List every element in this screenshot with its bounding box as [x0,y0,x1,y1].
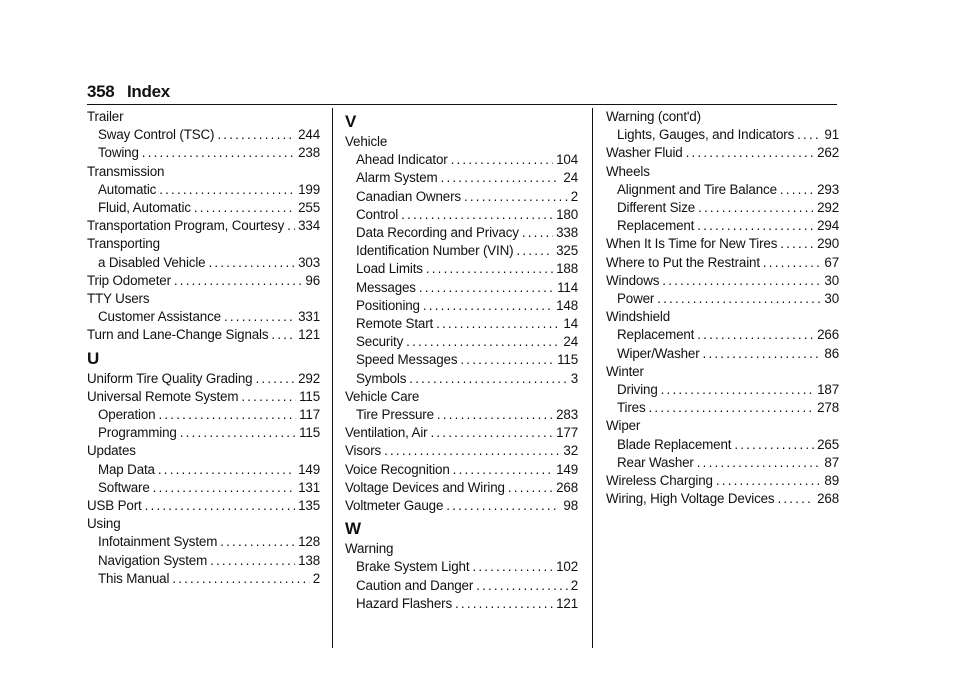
index-letter: V [345,112,357,131]
dot-leader [662,272,821,290]
entry-label: Visors [345,443,382,459]
dot-leader [423,297,553,315]
entry-label: a Disabled Vehicle [98,254,206,270]
page-reference: 292 [298,370,320,386]
page-reference: 30 [824,272,839,288]
page-reference: 131 [298,479,320,495]
page-reference: 24 [563,170,578,186]
dot-leader [271,326,295,344]
entry-label: Driving [617,382,658,398]
entry-label: Sway Control (TSC) [98,127,215,143]
page-reference: 188 [556,261,578,277]
page-reference: 303 [298,254,320,270]
page-reference: 138 [298,552,320,568]
column-divider [592,108,593,648]
page-reference: 149 [556,461,578,477]
index-subentry [345,169,578,187]
index-subentry [606,381,839,399]
page-reference: 294 [817,218,839,234]
index-heading: Vehicle [345,134,388,149]
page-reference: 292 [817,200,839,216]
entry-label: Remote Start [356,316,434,332]
page-reference: 128 [298,534,320,550]
entry-label: Ventilation, Air [345,425,428,441]
page-reference: 14 [563,316,578,332]
dot-leader [716,472,822,490]
index-subentry [87,533,320,551]
entry-label: Wireless Charging [606,473,713,489]
index-heading: Wiper [606,418,641,434]
page-number: 358 [87,82,115,101]
index-subentry [87,126,320,144]
index-subentry [345,558,578,576]
entry-label: When It Is Time for New Tires [606,236,778,252]
dot-leader [522,224,553,242]
dot-leader [698,199,814,217]
entry-label: Voltmeter Gauge [345,498,444,514]
page-reference: 121 [556,595,578,611]
index-subentry [606,181,839,199]
dot-leader [697,217,814,235]
index-subentry [345,297,578,315]
page-reference: 265 [817,436,839,452]
page-reference: 283 [556,407,578,423]
dot-leader [455,595,553,613]
index-subentry [345,206,578,224]
index-column-1 [87,108,320,588]
page-reference: 199 [298,181,320,197]
page-reference: 325 [556,243,578,259]
index-subentry [87,406,320,424]
entry-label: Ahead Indicator [356,152,448,168]
index-subentry [87,479,320,497]
index-entry [606,254,839,272]
page-reference: 115 [299,425,320,441]
entry-label: Power [617,291,655,307]
dot-leader [419,279,554,297]
page-reference: 180 [556,206,578,222]
entry-label: Speed Messages [356,352,458,368]
entry-label: Hazard Flashers [356,595,452,611]
entry-label: This Manual [98,570,170,586]
dot-leader [763,254,822,272]
index-entry [606,490,839,508]
index-subentry [87,461,320,479]
index-entry [345,479,578,497]
page-reference: 2 [312,570,320,586]
dot-leader [172,570,309,588]
page-reference: 89 [824,473,839,489]
page-reference: 87 [824,454,839,470]
page-reference: 331 [298,309,320,325]
page-reference: 135 [298,498,320,514]
dot-leader [220,533,295,551]
page-reference: 262 [817,145,839,161]
index-heading: Using [87,516,121,532]
index-subentry [87,552,320,570]
index-heading: Trailer [87,109,124,124]
page-reference: 187 [817,382,839,398]
dot-leader [426,260,553,278]
page-reference: 115 [299,388,320,404]
index-subentry [345,333,578,351]
dot-leader [441,169,561,187]
dot-leader [464,188,568,206]
index-subentry [606,326,839,344]
page-reference: 149 [298,461,320,477]
dot-leader [210,552,295,570]
entry-label: Voice Recognition [345,461,450,477]
dot-leader [437,406,553,424]
dot-leader [409,370,567,388]
dot-leader [145,497,295,515]
dot-leader [451,151,554,169]
dot-leader [460,351,554,369]
index-entry [345,442,578,460]
index-heading: Transmission [87,163,165,179]
index-entry [345,461,578,479]
entry-label: Blade Replacement [617,436,732,452]
dot-leader [174,272,303,290]
dot-leader [649,399,815,417]
index-subentry [87,144,320,162]
index-entry [87,326,320,344]
dot-leader [697,326,814,344]
index-subentry [345,577,578,595]
index-subentry [87,424,320,442]
index-subentry [345,370,578,388]
dot-leader [686,144,815,162]
dot-leader [472,558,553,576]
index-subentry [345,242,578,260]
entry-label: USB Port [87,498,142,514]
page-reference: 293 [817,181,839,197]
page-reference: 244 [298,127,320,143]
entry-label: Uniform Tire Quality Grading [87,370,253,386]
index-subentry [345,351,578,369]
dot-leader [436,315,560,333]
entry-label: Identification Number (VIN) [356,243,514,259]
dot-leader [287,217,295,235]
entry-label: Alarm System [356,170,438,186]
dot-leader [780,181,814,199]
entry-label: Universal Remote System [87,388,239,404]
dot-leader [208,254,295,272]
entry-label: Replacement [617,218,695,234]
page-reference: 121 [298,327,320,343]
dot-leader [401,206,553,224]
dot-leader [734,436,814,454]
dot-leader [241,388,296,406]
dot-leader [703,345,822,363]
dot-leader [508,479,553,497]
index-subentry [606,436,839,454]
dot-leader [153,479,295,497]
entry-label: Tires [617,400,646,416]
entry-label: Turn and Lane-Change Signals [87,327,269,343]
entry-label: Washer Fluid [606,145,683,161]
entry-label: Windows [606,272,660,288]
page-reference: 2 [570,188,578,204]
index-entry [606,472,839,490]
entry-label: Programming [98,425,177,441]
entry-label: Load Limits [356,261,423,277]
dot-leader [194,199,295,217]
index-heading: Wheels [606,163,650,179]
entry-label: Canadian Owners [356,188,461,204]
entry-label: Towing [98,145,139,161]
index-subentry [345,151,578,169]
dot-leader [430,424,553,442]
column-divider [332,108,333,648]
page-reference: 334 [298,218,320,234]
index-subentry [345,260,578,278]
page-reference: 148 [556,297,578,313]
entry-label: Software [98,479,150,495]
index-subentry [345,315,578,333]
page-reference: 86 [824,345,839,361]
dot-leader [453,461,553,479]
dot-leader [797,126,821,144]
page-reference: 98 [563,498,578,514]
index-subentry [87,308,320,326]
index-subentry [606,290,839,308]
page-reference: 102 [556,559,578,575]
index-subentry [345,279,578,297]
page-reference: 278 [817,400,839,416]
page-reference: 67 [824,254,839,270]
entry-label: Navigation System [98,552,208,568]
entry-label: Different Size [617,200,696,216]
index-subentry [606,199,839,217]
index-entry [345,424,578,442]
index-subentry [345,406,578,424]
index-subentry [345,224,578,242]
entry-label: Map Data [98,461,155,477]
entry-label: Control [356,206,399,222]
index-heading: Vehicle Care [345,388,420,404]
index-subentry [87,181,320,199]
page-title: Index [127,82,170,101]
entry-label: Positioning [356,297,420,313]
index-entry [87,272,320,290]
page-reference: 117 [299,407,320,423]
dot-leader [255,370,295,388]
index-heading: Warning [345,541,394,557]
entry-label: Tire Pressure [356,407,434,423]
index-subentry [606,454,839,472]
page-reference: 32 [563,443,578,459]
index-heading: TTY Users [87,291,150,307]
index-column-3 [606,108,839,508]
dot-leader [217,126,295,144]
index-entry [606,144,839,162]
page-reference: 91 [824,127,839,143]
page-reference: 24 [563,334,578,350]
index-entry [87,370,320,388]
index-entry [87,388,320,406]
index-entry [87,497,320,515]
entry-label: Rear Washer [617,454,694,470]
index-heading: Transporting [87,236,160,252]
index-subentry [606,399,839,417]
dot-leader [697,454,822,472]
entry-label: Caution and Danger [356,577,474,593]
dot-leader [224,308,295,326]
dot-leader [406,333,560,351]
entry-label: Symbols [356,370,407,386]
index-subentry [345,595,578,613]
entry-label: Transportation Program, Courtesy [87,218,285,234]
entry-label: Wiring, High Voltage Devices [606,491,775,507]
page-reference: 290 [817,236,839,252]
dot-leader [657,290,821,308]
entry-label: Infotainment System [98,534,218,550]
page-reference: 266 [817,327,839,343]
dot-leader [661,381,814,399]
entry-label: Lights, Gauges, and Indicators [617,127,795,143]
page-reference: 96 [305,272,320,288]
index-entry [87,217,320,235]
dot-leader [476,577,568,595]
page-reference: 114 [557,279,578,295]
index-entry [606,272,839,290]
dot-leader [158,461,295,479]
dot-leader [777,490,814,508]
index-letter: U [87,348,100,368]
index-letter: W [345,519,362,539]
page-reference: 338 [556,225,578,241]
index-heading: Warning (cont'd) [606,109,701,124]
index-subentry [87,570,320,588]
index-subentry [606,345,839,363]
page-reference: 30 [824,291,839,307]
dot-leader [516,242,553,260]
entry-label: Customer Assistance [98,309,221,325]
page-header [87,82,837,104]
index-heading: Updates [87,443,136,459]
entry-label: Replacement [617,327,695,343]
index-subentry [606,126,839,144]
page-reference: 177 [556,425,578,441]
page-reference: 268 [556,479,578,495]
page-reference: 2 [570,577,578,593]
dot-leader [142,144,295,162]
dot-leader [384,442,560,460]
header-rule [87,104,837,105]
entry-label: Wiper/Washer [617,345,700,361]
index-subentry [87,254,320,272]
page-reference: 255 [298,200,320,216]
entry-label: Trip Odometer [87,272,171,288]
dot-leader [159,181,295,199]
index-subentry [345,188,578,206]
index-column-2 [345,108,578,613]
entry-label: Security [356,334,404,350]
entry-label: Brake System Light [356,559,470,575]
page-reference: 3 [570,370,578,386]
entry-label: Where to Put the Restraint [606,254,760,270]
page-reference: 104 [556,152,578,168]
index-heading: Windshield [606,309,670,325]
entry-label: Automatic [98,181,157,197]
entry-label: Data Recording and Privacy [356,225,519,241]
dot-leader [446,497,560,515]
dot-leader [158,406,296,424]
index-entry [606,235,839,253]
entry-label: Alignment and Tire Balance [617,181,777,197]
index-subentry [87,199,320,217]
entry-label: Messages [356,279,416,295]
dot-leader [180,424,296,442]
page-reference: 115 [557,352,578,368]
index-entry [345,497,578,515]
page-reference: 268 [817,491,839,507]
entry-label: Fluid, Automatic [98,200,191,216]
entry-label: Voltage Devices and Wiring [345,479,505,495]
entry-label: Operation [98,407,156,423]
page-reference: 238 [298,145,320,161]
dot-leader [780,235,814,253]
index-heading: Winter [606,363,644,379]
index-subentry [606,217,839,235]
